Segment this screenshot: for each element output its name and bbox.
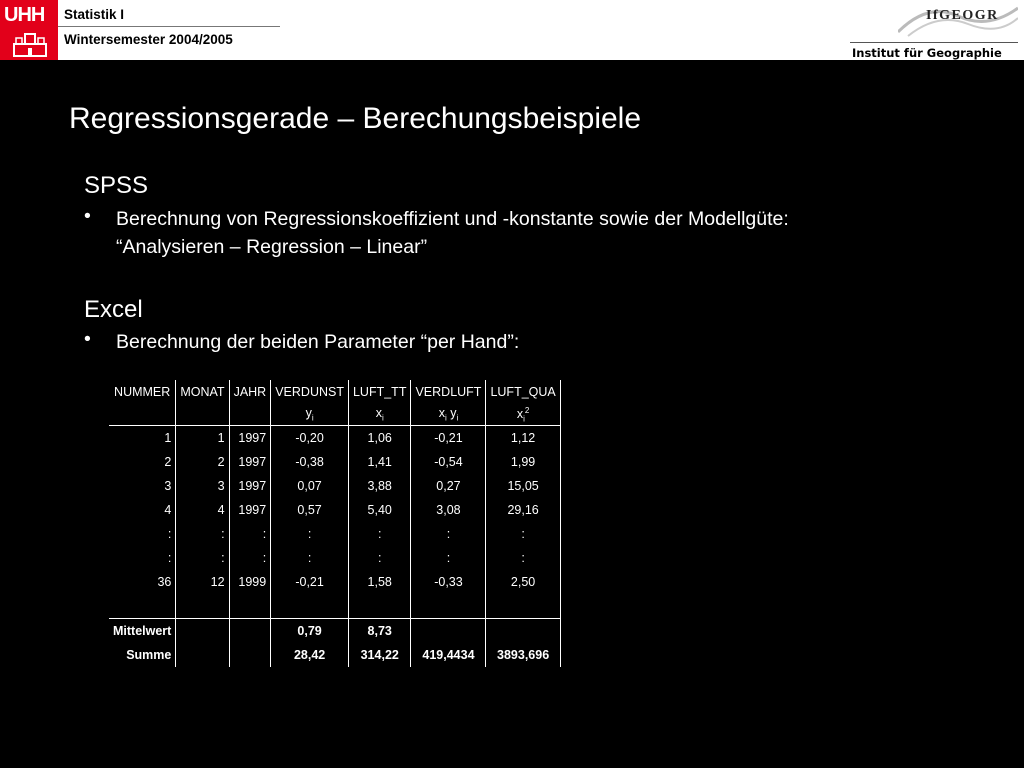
table-cell: 1997 (229, 498, 271, 522)
col-monat: MONAT (176, 380, 229, 404)
castle-icon (10, 30, 50, 58)
table-cell: : (348, 546, 410, 570)
university-logo (0, 0, 58, 60)
table-cell: 3,08 (411, 498, 486, 522)
summary-cell (486, 619, 560, 644)
bullet-symbol: • (84, 205, 91, 227)
table-cell: : (411, 522, 486, 546)
table-cell: 4 (176, 498, 229, 522)
table-cell: : (271, 546, 349, 570)
table-cell: 3 (109, 474, 176, 498)
table-cell: : (109, 522, 176, 546)
table-cell: 0,57 (271, 498, 349, 522)
summary-cell: 0,79 (271, 619, 349, 644)
summary-cell: 419,4434 (411, 643, 486, 667)
table-row (109, 522, 560, 546)
table-cell: 3 (176, 474, 229, 498)
table-cell: -0,33 (411, 570, 486, 594)
table-cell: 1,12 (486, 426, 560, 451)
table-cell: -0,21 (271, 570, 349, 594)
table-cell: -0,38 (271, 450, 349, 474)
summary-cell: 28,42 (271, 643, 349, 667)
col-nummer: NUMMER (109, 380, 176, 404)
table-cell: 3,88 (348, 474, 410, 498)
table-cell: : (176, 546, 229, 570)
section-heading-spss: SPSS (84, 172, 149, 199)
table-header-row (109, 380, 560, 404)
table-cell: : (271, 522, 349, 546)
table-cell: 1997 (229, 426, 271, 451)
table-cell: 4 (109, 498, 176, 522)
semester-label: Wintersemester 2004/2005 (64, 32, 233, 47)
bullet-spss-line2: “Analysieren – Regression – Linear” (116, 236, 428, 258)
header-divider (58, 26, 280, 27)
col-jahr: JAHR (229, 380, 271, 404)
table-cell: : (109, 546, 176, 570)
table-cell: 1 (176, 426, 229, 451)
table-row (109, 474, 560, 498)
table-cell: : (229, 546, 271, 570)
table-cell: 1997 (229, 450, 271, 474)
summary-cell: 8,73 (348, 619, 410, 644)
table-cell: 1,58 (348, 570, 410, 594)
table-cell: : (229, 522, 271, 546)
table-cell: 1,06 (348, 426, 410, 451)
table-row (109, 426, 560, 451)
summary-cell (176, 643, 229, 667)
summary-row (109, 643, 560, 667)
institute-name: Institut für Geographie (852, 46, 1002, 60)
institute-logo-text: IfGEOGR (926, 8, 999, 23)
table-cell: 1 (109, 426, 176, 451)
table-row (109, 546, 560, 570)
symbol-luft-qua: $x_i^2$ (486, 404, 560, 426)
table-cell: 36 (109, 570, 176, 594)
table-cell: 1999 (229, 570, 271, 594)
table-cell: 2 (176, 450, 229, 474)
table-cell: 1,99 (486, 450, 560, 474)
table-row (109, 570, 560, 594)
table-cell: : (411, 546, 486, 570)
symbol-verdluft: $x_i$ $y_i$ (411, 404, 486, 426)
table-row (109, 498, 560, 522)
table-cell: 0,07 (271, 474, 349, 498)
summary-cell (411, 619, 486, 644)
table-cell: : (486, 522, 560, 546)
summary-cell: 3893,696 (486, 643, 560, 667)
university-logo-text: UHH (4, 4, 45, 26)
col-verdluft: VERDLUFT (411, 380, 486, 404)
table-cell: 12 (176, 570, 229, 594)
summary-cell (176, 619, 229, 644)
institute-divider (850, 42, 1018, 43)
table-spacer-row (109, 594, 560, 619)
table-cell: 2,50 (486, 570, 560, 594)
table-cell: 1997 (229, 474, 271, 498)
data-table (109, 380, 561, 667)
table-cell: 5,40 (348, 498, 410, 522)
table-cell: -0,20 (271, 426, 349, 451)
table-cell: : (348, 522, 410, 546)
summary-cell (229, 619, 271, 644)
course-title: Statistik I (64, 7, 125, 22)
slide-title: Regressionsgerade – Berechungsbeispiele (69, 102, 642, 135)
summary-row (109, 619, 560, 644)
header-bar (0, 0, 1024, 60)
table-cell: -0,54 (411, 450, 486, 474)
col-luft-tt: LUFT_TT (348, 380, 410, 404)
bullet-excel-line1: Berechnung der beiden Parameter “per Hand”: (116, 331, 520, 353)
symbol-luft-tt: $x_i$ (348, 404, 410, 426)
summary-label: Mittelwert (109, 619, 176, 644)
table-cell: : (486, 546, 560, 570)
summary-label: Summe (109, 643, 176, 667)
table-cell: -0,21 (411, 426, 486, 451)
table-cell: 15,05 (486, 474, 560, 498)
table-cell: 29,16 (486, 498, 560, 522)
table-symbol-row (109, 404, 560, 426)
summary-cell (229, 643, 271, 667)
bullet-spss-line1: Berechnung von Regressionskoeffizient und -konstante sowie der Modellgüte: (116, 208, 789, 230)
table-cell: 0,27 (411, 474, 486, 498)
bullet-symbol: • (84, 328, 91, 350)
summary-cell: 314,22 (348, 643, 410, 667)
table-cell: 2 (109, 450, 176, 474)
col-luft-qua: LUFT_QUA (486, 380, 560, 404)
col-verdunst: VERDUNST (271, 380, 349, 404)
symbol-verdunst: $y_i$ (271, 404, 349, 426)
table-cell: 1,41 (348, 450, 410, 474)
section-heading-excel: Excel (84, 296, 143, 323)
table-row (109, 450, 560, 474)
table-cell: : (176, 522, 229, 546)
